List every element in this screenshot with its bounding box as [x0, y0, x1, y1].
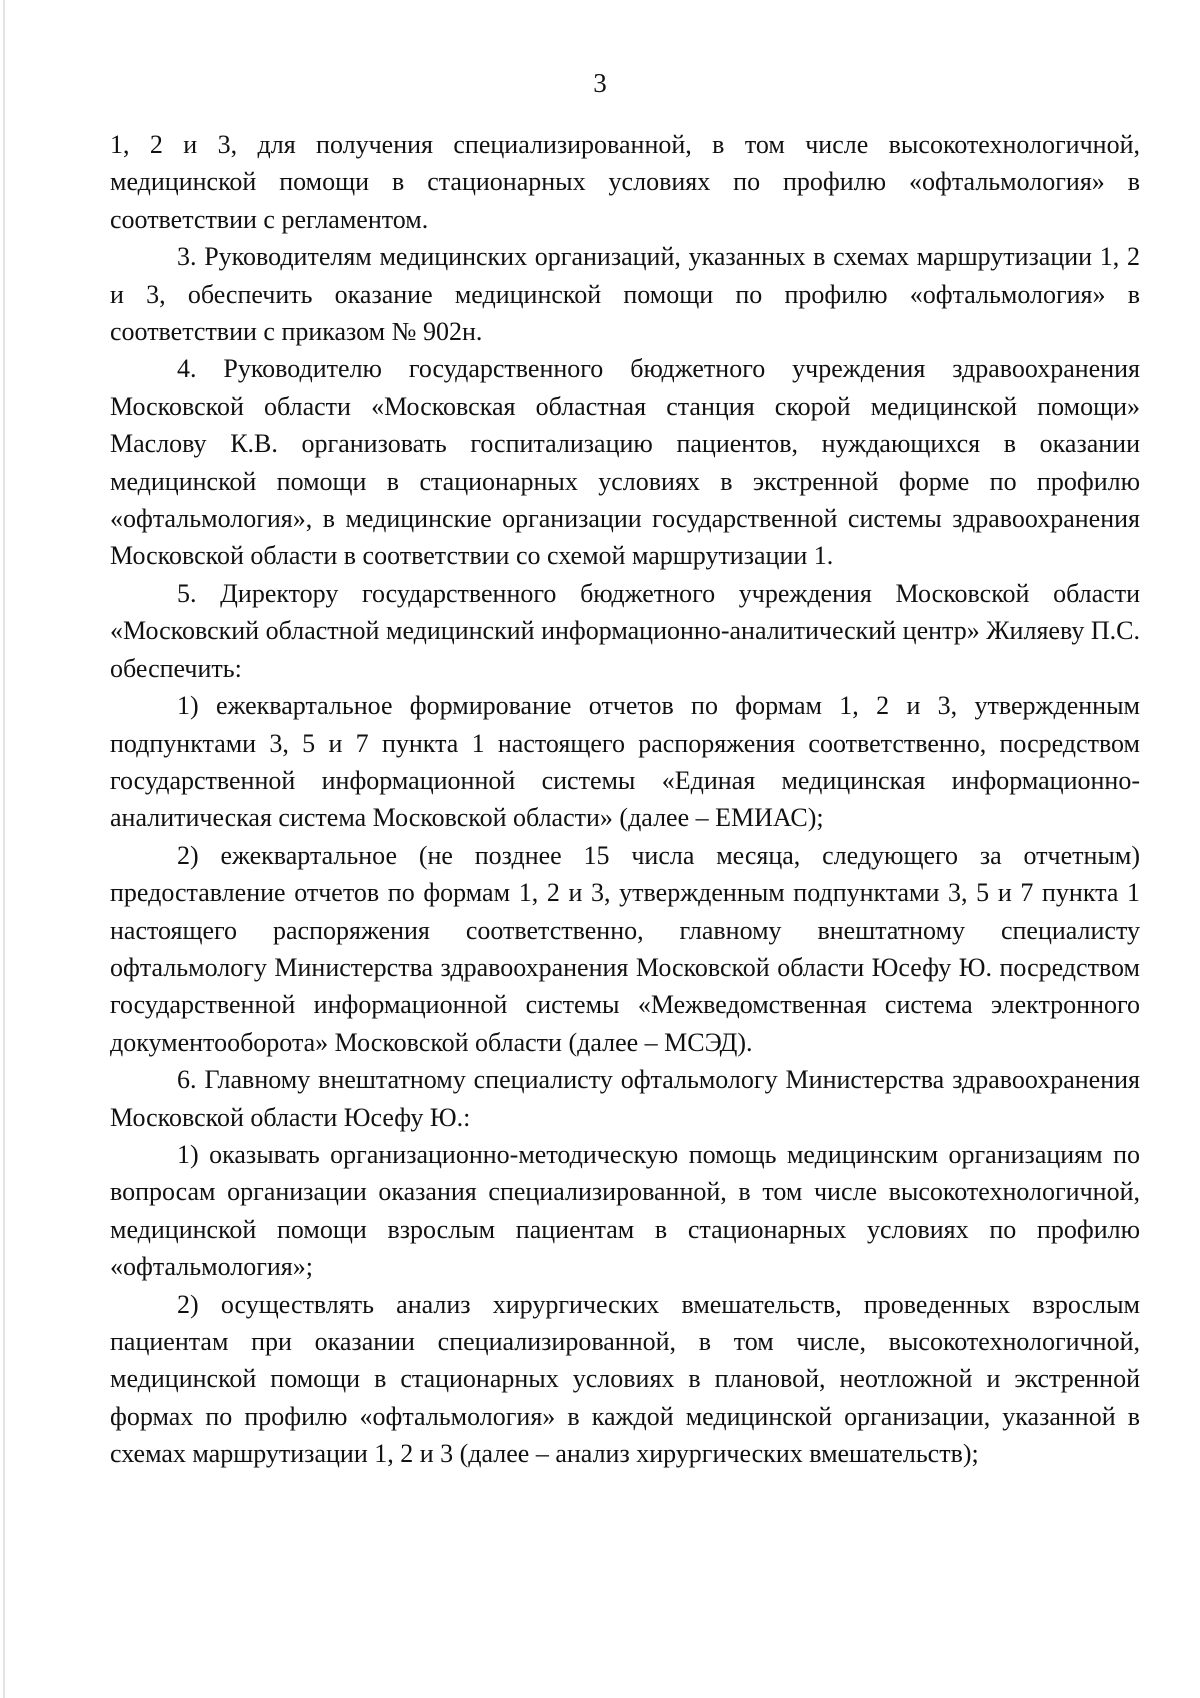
paragraph-item-5-2: 2) ежеквартальное (не позднее 15 числа месяца, следующего за отчетным) предоставление отчетов по формам 1, 2 и 3, утвержденным подпунктами 3, 5 и 7 пункта 1 настоящего распоряжения соответственно, главному внештатному специалисту офтальмологу Министерства здравоохранения Московской области Юсефу Ю. посредством государственной информационной системы «Межведомственная система электронного документооборота» Московской области (далее – МСЭД).: [110, 840, 1140, 1057]
paragraph-item-6-1: 1) оказывать организационно-методическую помощь медицинским организациям по вопросам организации оказания специализированной, в том числе высокотехнологичной, медицинской помощи взрослым пациентам в стационарных условиях по профилю «офтальмология»;: [110, 1139, 1140, 1282]
paragraph-item-4: 4. Руководителю государственного бюджетного учреждения здравоохранения Московской области «Московская областная станция скорой медицинской помощи» Маслову К.В. организовать госпитализацию пациентов, нуждающихся в оказании медицинской помощи в стационарных условиях в экстренной форме по профилю «офтальмология», в медицинские организации государственной системы здравоохранения Московской области в соответствии со схемой маршрутизации 1.: [110, 354, 1140, 571]
page-number: 3: [593, 68, 607, 98]
document-body: [110, 126, 1140, 1473]
paragraph-continuation: 1, 2 и 3, для получения специализированной, в том числе высокотехнологичной, медицинской помощи в стационарных условиях по профилю «офтальмология» в соответствии с регламентом.: [110, 130, 1140, 234]
paragraph-item-6: 6. Главному внештатному специалисту офтальмологу Министерства здравоохранения Московской области Юсефу Ю.:: [110, 1065, 1140, 1132]
paragraph-item-6-2: 2) осуществлять анализ хирургических вмешательств, проведенных взрослым пациентам при оказании специализированной, в том числе, высокотехнологичной, медицинской помощи в стационарных условиях в плановой, неотложной и экстренной формах по профилю «офтальмология» в каждой медицинской организации, указанной в схемах маршрутизации 1, 2 и 3 (далее – анализ хирургических вмешательств);: [110, 1289, 1140, 1469]
paragraph-item-5-1: 1) ежеквартальное формирование отчетов по формам 1, 2 и 3, утвержденным подпунктами 3, 5 и 7 пункта 1 настоящего распоряжения соответственно, посредством государственной информационной системы «Единая медицинская информационно-аналитическая система Московской области» (далее – ЕМИАС);: [110, 691, 1140, 833]
paragraph-item-3: 3. Руководителям медицинских организаций, указанных в схемах маршрутизации 1, 2 и 3, обеспечить оказание медицинской помощи по профилю «офтальмология» в соответствии с приказом № 902н.: [110, 242, 1140, 347]
scan-edge-line: [3, 0, 5, 1698]
paragraph-item-5: 5. Директору государственного бюджетного учреждения Московской области «Московский областной медицинский информационно-аналитический центр» Жиляеву П.С. обеспечить:: [110, 578, 1140, 683]
